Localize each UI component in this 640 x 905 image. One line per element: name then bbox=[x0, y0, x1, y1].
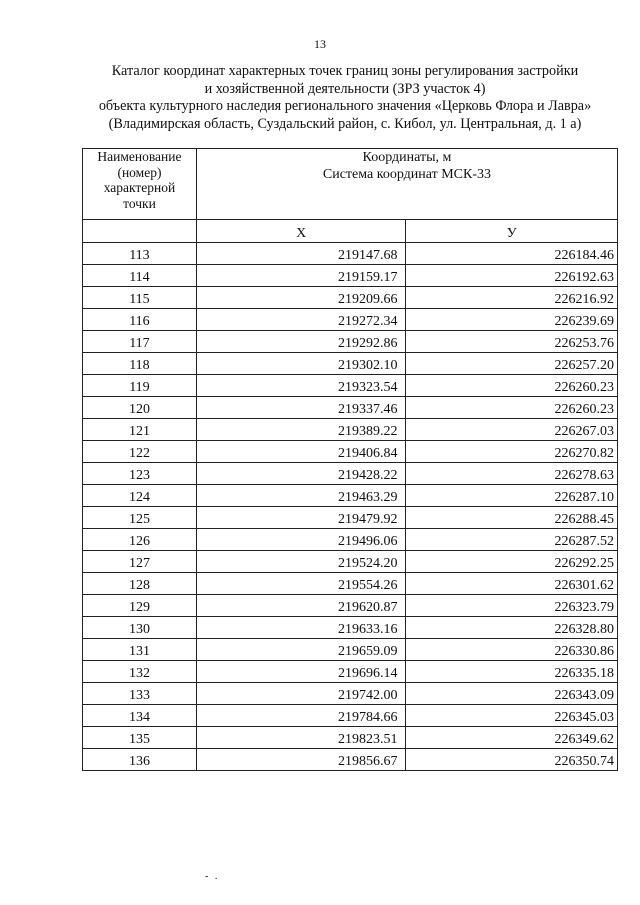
x-coordinate-cell: 219742.00 bbox=[196, 683, 406, 705]
x-coordinate-cell: 219554.26 bbox=[196, 573, 406, 595]
y-coordinate-cell: 226192.63 bbox=[406, 265, 618, 287]
point-number-cell: 121 bbox=[83, 419, 197, 441]
x-coordinate-cell: 219406.84 bbox=[196, 441, 406, 463]
header-empty-cell bbox=[83, 220, 197, 243]
point-number-cell: 122 bbox=[83, 441, 197, 463]
y-coordinate-cell: 226328.80 bbox=[406, 617, 618, 639]
point-number-cell: 118 bbox=[83, 353, 197, 375]
table-row bbox=[83, 243, 618, 265]
title-line-4: (Владимирская область, Суздальский район, с. Кибол, ул. Центральная, д. 1 а) bbox=[108, 115, 582, 132]
title-line-2: и хозяйственной деятельности (ЗРЗ участок 4) bbox=[204, 80, 486, 97]
y-coordinate-cell: 226330.86 bbox=[406, 639, 618, 661]
table-row bbox=[83, 617, 618, 639]
table-row bbox=[83, 551, 618, 573]
table-row bbox=[83, 419, 618, 441]
y-coordinate-cell: 226288.45 bbox=[406, 507, 618, 529]
point-number-cell: 133 bbox=[83, 683, 197, 705]
x-coordinate-cell: 219272.34 bbox=[196, 309, 406, 331]
table-row bbox=[83, 705, 618, 727]
point-number-cell: 113 bbox=[83, 243, 197, 265]
x-coordinate-cell: 219389.22 bbox=[196, 419, 406, 441]
y-coordinate-cell: 226260.23 bbox=[406, 375, 618, 397]
x-coordinate-cell: 219823.51 bbox=[196, 727, 406, 749]
y-coordinate-cell: 226253.76 bbox=[406, 331, 618, 353]
footer-mark: - . bbox=[205, 871, 220, 882]
point-number-cell: 116 bbox=[83, 309, 197, 331]
point-number-cell: 131 bbox=[83, 639, 197, 661]
header-x: Х bbox=[196, 220, 406, 243]
y-coordinate-cell: 226301.62 bbox=[406, 573, 618, 595]
table-row bbox=[83, 397, 618, 419]
table-row bbox=[83, 595, 618, 617]
x-coordinate-cell: 219302.10 bbox=[196, 353, 406, 375]
y-coordinate-cell: 226257.20 bbox=[406, 353, 618, 375]
point-number-cell: 127 bbox=[83, 551, 197, 573]
table-row bbox=[83, 529, 618, 551]
point-number-cell: 129 bbox=[83, 595, 197, 617]
x-coordinate-cell: 219496.06 bbox=[196, 529, 406, 551]
table-row bbox=[83, 441, 618, 463]
header-y: У bbox=[406, 220, 618, 243]
point-number-cell: 125 bbox=[83, 507, 197, 529]
y-coordinate-cell: 226287.52 bbox=[406, 529, 618, 551]
x-coordinate-cell: 219633.16 bbox=[196, 617, 406, 639]
point-number-cell: 128 bbox=[83, 573, 197, 595]
y-coordinate-cell: 226267.03 bbox=[406, 419, 618, 441]
table-row bbox=[83, 353, 618, 375]
point-number-cell: 136 bbox=[83, 749, 197, 771]
x-coordinate-cell: 219147.68 bbox=[196, 243, 406, 265]
y-coordinate-cell: 226216.92 bbox=[406, 287, 618, 309]
table-row bbox=[83, 265, 618, 287]
table-row bbox=[83, 331, 618, 353]
table-row bbox=[83, 683, 618, 705]
title-line-3: объекта культурного наследия регионального значения «Церковь Флора и Лавра» bbox=[98, 98, 592, 114]
x-coordinate-cell: 219428.22 bbox=[196, 463, 406, 485]
x-coordinate-cell: 219479.92 bbox=[196, 507, 406, 529]
title-line-1: Каталог координат характерных точек границ зоны регулирования застройки bbox=[111, 63, 579, 79]
point-number-cell: 132 bbox=[83, 661, 197, 683]
table-row bbox=[83, 639, 618, 661]
point-number-cell: 130 bbox=[83, 617, 197, 639]
y-coordinate-cell: 226260.23 bbox=[406, 397, 618, 419]
table-row bbox=[83, 375, 618, 397]
y-coordinate-cell: 226349.62 bbox=[406, 727, 618, 749]
header-coordinates: Координаты, м Система координат МСК-33 bbox=[196, 149, 617, 220]
table-row bbox=[83, 485, 618, 507]
y-coordinate-cell: 226345.03 bbox=[406, 705, 618, 727]
table-row bbox=[83, 573, 618, 595]
y-coordinate-cell: 226335.18 bbox=[406, 661, 618, 683]
point-number-cell: 134 bbox=[83, 705, 197, 727]
y-coordinate-cell: 226292.25 bbox=[406, 551, 618, 573]
point-number-cell: 124 bbox=[83, 485, 197, 507]
x-coordinate-cell: 219659.09 bbox=[196, 639, 406, 661]
point-number-cell: 114 bbox=[83, 265, 197, 287]
x-coordinate-cell: 219292.86 bbox=[196, 331, 406, 353]
y-coordinate-cell: 226323.79 bbox=[406, 595, 618, 617]
table-row bbox=[83, 661, 618, 683]
y-coordinate-cell: 226287.10 bbox=[406, 485, 618, 507]
x-coordinate-cell: 219856.67 bbox=[196, 749, 406, 771]
document-title bbox=[60, 63, 630, 133]
point-number-cell: 123 bbox=[83, 463, 197, 485]
y-coordinate-cell: 226270.82 bbox=[406, 441, 618, 463]
point-number-cell: 119 bbox=[83, 375, 197, 397]
x-coordinate-cell: 219323.54 bbox=[196, 375, 406, 397]
table-row bbox=[83, 463, 618, 485]
x-coordinate-cell: 219524.20 bbox=[196, 551, 406, 573]
y-coordinate-cell: 226343.09 bbox=[406, 683, 618, 705]
y-coordinate-cell: 226350.74 bbox=[406, 749, 618, 771]
point-number-cell: 115 bbox=[83, 287, 197, 309]
point-number-cell: 135 bbox=[83, 727, 197, 749]
coordinates-table bbox=[82, 148, 618, 771]
x-coordinate-cell: 219696.14 bbox=[196, 661, 406, 683]
table-row bbox=[83, 749, 618, 771]
table-row bbox=[83, 309, 618, 331]
y-coordinate-cell: 226184.46 bbox=[406, 243, 618, 265]
x-coordinate-cell: 219337.46 bbox=[196, 397, 406, 419]
table-body bbox=[83, 243, 618, 771]
point-number-cell: 120 bbox=[83, 397, 197, 419]
page-number: 13 bbox=[314, 37, 326, 51]
x-coordinate-cell: 219209.66 bbox=[196, 287, 406, 309]
point-number-cell: 126 bbox=[83, 529, 197, 551]
y-coordinate-cell: 226239.69 bbox=[406, 309, 618, 331]
y-coordinate-cell: 226278.63 bbox=[406, 463, 618, 485]
point-number-cell: 117 bbox=[83, 331, 197, 353]
x-coordinate-cell: 219784.66 bbox=[196, 705, 406, 727]
x-coordinate-cell: 219463.29 bbox=[196, 485, 406, 507]
x-coordinate-cell: 219159.17 bbox=[196, 265, 406, 287]
x-coordinate-cell: 219620.87 bbox=[196, 595, 406, 617]
table-row bbox=[83, 507, 618, 529]
table-row bbox=[83, 287, 618, 309]
header-point-name: Наименование (номер) характерной точки bbox=[83, 149, 197, 220]
table-row bbox=[83, 727, 618, 749]
